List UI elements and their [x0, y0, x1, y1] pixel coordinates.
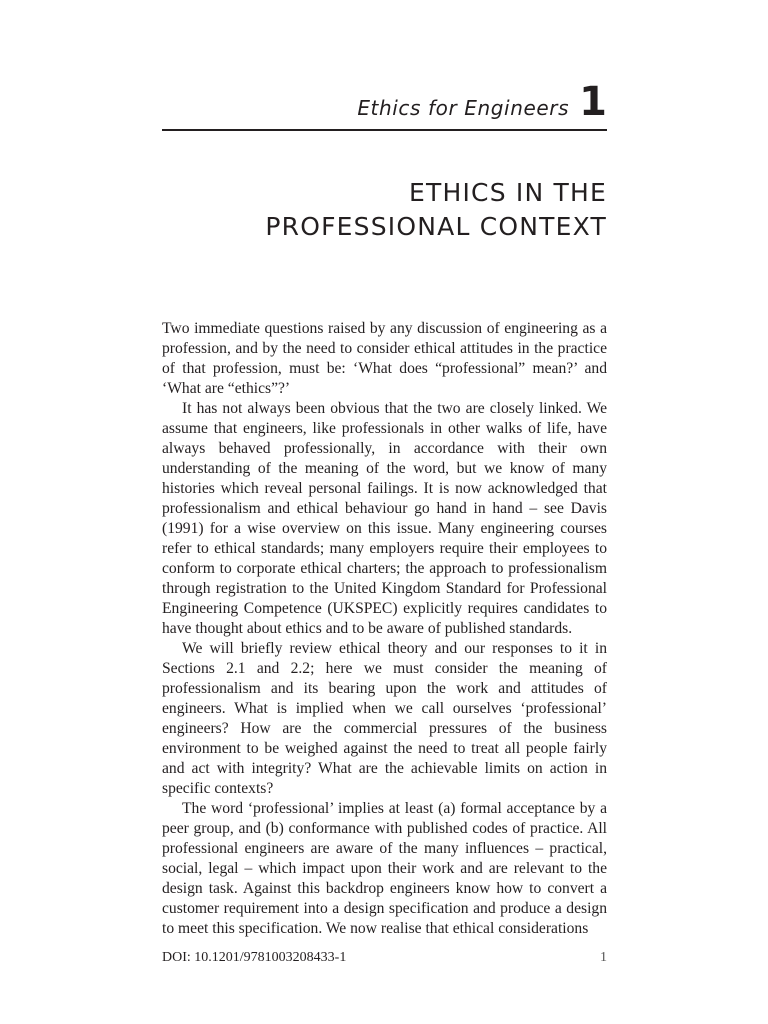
part-title: Ethics for Engineers — [357, 96, 570, 120]
header-rule — [162, 129, 607, 131]
body-text — [162, 319, 607, 939]
chapter-number: 1 — [579, 79, 607, 125]
paragraph-4: The word ‘professional’ implies at least (a) formal acceptance by a peer group, and (b) conformance with published codes of practice. All professional engineers are aware of the many influences – practical, social, legal – which impact upon their work and are relevant to the design task. Against this backdrop engineers know how to convert a customer requirement into a design specification and produce a design to meet this specification. We now realise that ethical considerations — [162, 800, 607, 937]
section-title — [162, 176, 607, 244]
section-title-line-1: ETHICS IN THE — [409, 178, 607, 207]
paragraph-1: Two immediate questions raised by any discussion of engineering as a profession, and by the need to consider ethical attitudes in the practice of that profession, must be: ‘What does “professional” mean?’ and ‘What are “ethics”?’ — [162, 320, 607, 397]
paragraph-3: We will briefly review ethical theory and our responses to it in Sections 2.1 and 2.2; here we must consider the meaning of professionalism and its bearing upon the work and attitudes of engineers. What is implied when we call ourselves ‘professional’ engineers? How are the commercial pressures of the business environment to be weighed against the need to treat all people fairly and act with integrity? What are the achievable limits on action in specific contexts? — [162, 640, 607, 797]
running-header — [162, 79, 607, 126]
section-title-line-2: PROFESSIONAL CONTEXT — [265, 212, 607, 241]
page-number: 1 — [600, 950, 607, 965]
paragraph-2: It has not always been obvious that the two are closely linked. We assume that engineers, like professionals in other walks of life, have always behaved professionally, in accordance with their own understanding of the meaning of the word, but we know of many histories which reveal personal failings. It is now acknowledged that professionalism and ethical behaviour go hand in hand – see Davis (1991) for a wise overview on this issue. Many engineering courses refer to ethical standards; many employers require their employees to conform to corporate ethical charters; the approach to professionalism through registration to the United Kingdom Standard for Professional Engineering Competence (UKSPEC) explicitly requires candidates to have thought about ethics and to be aware of published standards. — [162, 400, 607, 637]
doi-reference: DOI: 10.1201/9781003208433-1 — [162, 950, 347, 965]
